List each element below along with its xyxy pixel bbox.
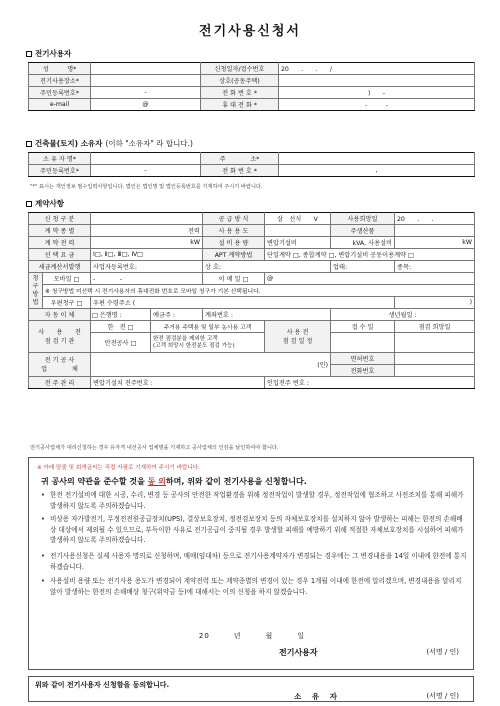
contractor-field[interactable]: (인) bbox=[91, 353, 331, 377]
owner-resident-field[interactable]: - bbox=[91, 165, 201, 177]
page-title: 전기사용신청서 bbox=[199, 24, 301, 39]
agreement-bullet: • 비상용 자가발전기, 무정전전원공급장치(UPS), 결상보호장치, 정전검보장치 등의 자체보호장치를 설치하지 않아 발생하는 피해는 한전의 손해배상 대상에서 제외될 수 있으므로, 부득이한 사유로 전기공급이 중지될 경우 발생할 피해를 예방하기 위해 적절한 자체보호장치를 시설하여 피해가 발생하지 않도록 주의하겠습니다. bbox=[41, 515, 464, 544]
email-billing-checkbox[interactable]: 이 메 일 □ bbox=[203, 273, 265, 285]
label-autopay: 자 동 이 체 bbox=[29, 309, 91, 321]
owner-note: "*" 표시는 개인정보 필수입력사항입니다. 법인은 법인명 및 법인등록번호를 기재하여 주시기 바랍니다. bbox=[30, 184, 263, 190]
biz-item-field[interactable]: 종목: bbox=[395, 261, 475, 273]
autopay-checkbox[interactable]: □ bbox=[92, 312, 98, 319]
sign-date[interactable]: 20 년 월 일 bbox=[198, 632, 306, 640]
label-resident: 주민등록번호* bbox=[29, 87, 91, 99]
autopay-birth-field[interactable]: 생년월일 : bbox=[331, 309, 475, 321]
biz-type-field[interactable]: 업태: bbox=[331, 261, 395, 273]
usage-field[interactable] bbox=[265, 225, 331, 237]
checkbox-icon bbox=[26, 201, 32, 207]
biz-number-field[interactable]: 사업자등록번호: bbox=[91, 261, 203, 273]
owner-table bbox=[28, 152, 475, 177]
label-received-date: 접 수 일 bbox=[331, 321, 395, 333]
checkbox-icon bbox=[26, 51, 32, 57]
apt-contract-options[interactable]: 단일계약 □, 종합계약 □, 변압기설비 공동이용계약 □ bbox=[265, 249, 475, 261]
label-request-type: 신 청 구 분 bbox=[29, 213, 91, 225]
agreement-bullet: • 사용설비 용량 또는 전기사용 용도가 변경되어 계약전력 또는 계약종별의 변경이 있는 경우 1개월 이내에 한전에 알리겠으며, 변경내용을 알리지 않아 발생하는 한전의 손해배상 청구(위약금 등)에 대해서는 이의 신청을 하지 않겠습니다. bbox=[41, 577, 462, 596]
label-capacity: 설 비 용 량 bbox=[203, 237, 265, 249]
name-field[interactable] bbox=[91, 63, 201, 75]
kepco-checkbox[interactable]: 한 전 □ bbox=[91, 321, 151, 333]
label-phone: 전 화 번 호 * bbox=[201, 87, 279, 99]
label-contractor-phone: 전화번호 bbox=[331, 365, 395, 377]
agreement-bullet: • 한전 전기설비에 대한 시공, 수리, 변경 등 공사의 안전한 작업환경을 위해 정전작업이 발생할 경우, 정전작업에 협조하고 사전조치를 통해 피해가 발생하지 않도록 주의하겠습니다. bbox=[41, 491, 464, 510]
signer-label: 전기사용자 bbox=[279, 648, 318, 657]
label-inspection-schedule: 사 용 전 점 검 일 정 bbox=[265, 321, 331, 353]
post-address-close: ) bbox=[395, 297, 475, 309]
agreement-bullet: • 전기사용신청은 실제 사용자 명의로 신청하며, 매매(임대차) 등으로 전기사용계약자가 변경되는 경우에는 그 변경내용을 14일 이내에 한전에 통지하겠습니다. bbox=[41, 552, 467, 571]
owner-consent-box bbox=[28, 676, 474, 702]
resident-field[interactable]: - bbox=[91, 87, 201, 99]
label-billing-method: 청구방법 bbox=[29, 273, 43, 309]
checkbox-icon bbox=[26, 141, 32, 147]
owner-label: 소 유 자 bbox=[294, 692, 341, 701]
kepco-scope: 주거용 주택용 및 일부 농사용 고객 bbox=[151, 321, 265, 333]
owner-addr-field[interactable] bbox=[279, 153, 475, 165]
contract-class-field[interactable]: 전력 bbox=[91, 225, 203, 237]
license-field[interactable] bbox=[395, 353, 475, 365]
mobile-billing-checkbox[interactable]: 모바일 □ bbox=[43, 273, 91, 285]
address-field[interactable] bbox=[91, 75, 201, 87]
transformer-label: 변압기설비 bbox=[265, 237, 331, 249]
label-tax-invoice: 세금계산서발행 bbox=[29, 261, 91, 273]
label-app-date: 신청일자/접수번호 bbox=[201, 63, 279, 75]
desired-inspection-field[interactable] bbox=[395, 333, 475, 353]
label-address: 전기사용장소* bbox=[29, 75, 91, 87]
label-license: 면허번호 bbox=[331, 353, 395, 365]
label-rate: 선 택 요 금 bbox=[29, 249, 91, 261]
owner-consent-text: 위와 같이 전기사용자 신청함을 동의합니다. bbox=[35, 681, 170, 689]
safety-corp-checkbox[interactable]: 안전공사 □ bbox=[91, 333, 151, 353]
label-main-product: 주생산품 bbox=[331, 225, 395, 237]
lead-in-pole-field[interactable]: 인입전주 번호 : bbox=[265, 377, 475, 389]
applicant-table bbox=[28, 62, 475, 111]
post-address-field[interactable]: 우편 수령주소 ( bbox=[91, 297, 395, 309]
label-inspection-agency: 사 용 전 점 검 기 관 bbox=[29, 321, 91, 353]
label-contract-power: 계 약 전 력 bbox=[29, 237, 91, 249]
owner-name-field[interactable] bbox=[91, 153, 201, 165]
label-contract-class: 계 약 종 별 bbox=[29, 225, 91, 237]
signature-field[interactable]: (서명 / 인) bbox=[426, 648, 459, 656]
handwriting-note: ※ 아래 맡줄 및 회색글씨는 직접 자필로 기재하여 주시기 바랍니다. bbox=[37, 465, 200, 471]
label-apt-contract: APT 계약방법 bbox=[203, 249, 265, 261]
label-desired-date: 사용희망일 bbox=[331, 213, 395, 225]
agreement-heading: 귀 공사의 약관을 준수할 것을 동 의하며, 위와 같이 전기사용을 신청합니다. bbox=[41, 477, 307, 486]
label-usage: 사 용 용 도 bbox=[203, 225, 265, 237]
contract-table bbox=[28, 212, 475, 389]
autopay-account-field[interactable]: 계좌번호 : bbox=[203, 309, 331, 321]
billing-note: ※ 청구방법 미선택 시 전기사용자의 휴대전화 번호로 모바일 청구가 기본 선택됩니다. bbox=[43, 285, 475, 297]
rate-options[interactable]: Ⅰ□, Ⅱ□, Ⅲ□, Ⅳ□ bbox=[91, 249, 203, 261]
contractor-note: 전기공사업체가 대리신청하는 경우 유자격 내선공사 업체명을 기재하고 공사업체의 인감을 날인하여야 합니다. bbox=[30, 445, 279, 451]
label-mobile: 휴 대 전 화 * bbox=[201, 99, 279, 111]
section-applicant: 전기사용자 bbox=[26, 48, 71, 59]
label-owner-phone: 전 화 번 호 * bbox=[201, 165, 279, 177]
safety-scope-note: (고객 희망시 한전분도 점검 가능) bbox=[153, 342, 235, 349]
label-desired-inspection: 점검 희망일 bbox=[395, 321, 475, 333]
label-name: 성 명* bbox=[29, 63, 91, 75]
label-pole-management: 전 주 관 리 bbox=[29, 377, 91, 389]
owner-phone-field[interactable]: , bbox=[279, 165, 475, 177]
owner-signature-field[interactable]: (서명 / 인) bbox=[426, 692, 459, 700]
mobile-field[interactable]: - - bbox=[279, 99, 475, 111]
transformer-field[interactable]: kVA, 사용설비 bbox=[331, 237, 395, 249]
section-contract: 계약사항 bbox=[26, 198, 64, 209]
consent-word: 동 의 bbox=[147, 477, 166, 486]
trade-field[interactable] bbox=[279, 75, 475, 87]
label-owner-resident: 주민등록번호* bbox=[29, 165, 91, 177]
app-date-field[interactable]: 20 . . / bbox=[279, 63, 475, 75]
safety-scope: 한전 점검분을 제외한 고객 bbox=[153, 335, 218, 342]
label-owner-name: 소 유 자 명* bbox=[29, 153, 91, 165]
supply-field[interactable]: 삼 선식 V bbox=[265, 213, 331, 225]
transformer-pole-field[interactable]: 변압기설치 전주번호 : bbox=[91, 377, 265, 389]
label-trade: 상호(공동주택) bbox=[201, 75, 279, 87]
email-billing-field[interactable]: @ bbox=[265, 273, 475, 285]
request-type-field[interactable] bbox=[91, 213, 203, 225]
label-owner-addr: 주 소* bbox=[201, 153, 279, 165]
autopay-holder-field[interactable]: 예금주 : bbox=[151, 309, 203, 321]
post-billing-checkbox[interactable]: 우편청구 □ bbox=[43, 297, 91, 309]
contractor-phone-field[interactable] bbox=[395, 365, 475, 377]
biz-name-field[interactable]: 상 호: bbox=[203, 261, 331, 273]
mobile-billing-field[interactable]: - - bbox=[91, 273, 203, 285]
label-supply: 공 급 방 식 bbox=[203, 213, 265, 225]
label-contractor: 전 기 공 사 업 체 bbox=[29, 353, 91, 377]
label-email: e-mail bbox=[29, 99, 91, 111]
contract-power-field[interactable]: kW bbox=[91, 237, 203, 249]
main-product-field[interactable] bbox=[395, 225, 475, 237]
section-owner: 건축물(토지) 소유자 (이하 "소유자" 라 합니다.) bbox=[26, 138, 193, 149]
autopay-bank-field: □ 은행명 : bbox=[91, 309, 151, 321]
email-field[interactable]: @ bbox=[91, 99, 201, 111]
phone-field[interactable]: ) - bbox=[279, 87, 475, 99]
agreement-box bbox=[28, 457, 474, 670]
desired-date-field[interactable]: 20 . . bbox=[395, 213, 475, 225]
received-date-field[interactable] bbox=[331, 333, 395, 353]
equipment-field[interactable]: kW bbox=[395, 237, 475, 249]
